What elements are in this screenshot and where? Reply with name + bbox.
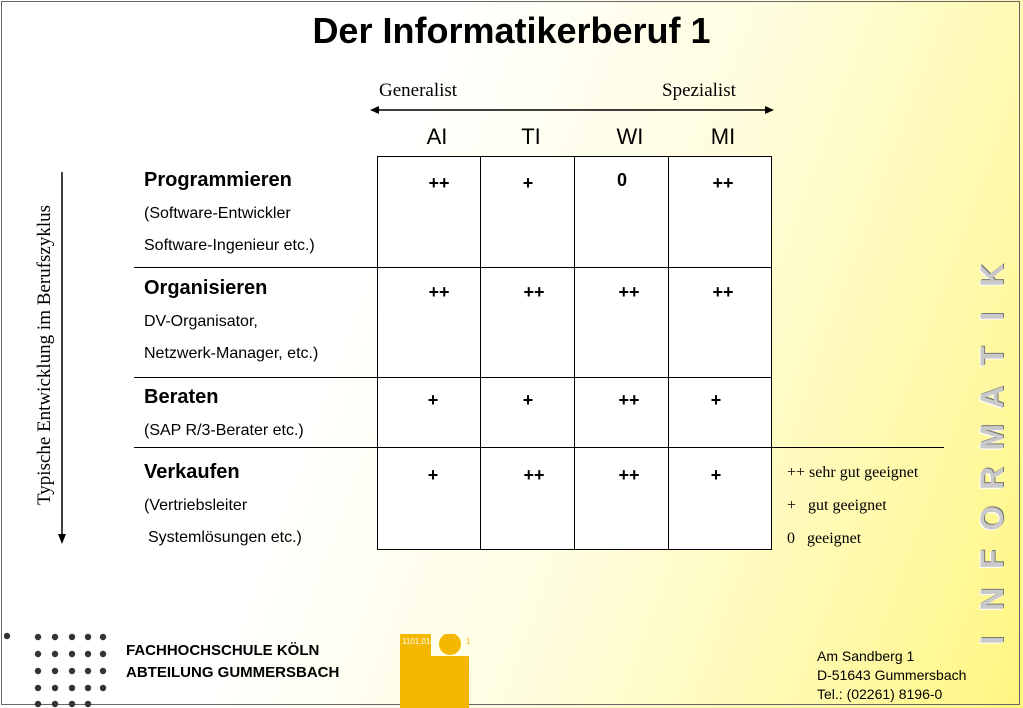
rating-cell: ++ bbox=[712, 173, 734, 193]
legend-item: 0 geeignet bbox=[787, 530, 862, 547]
rating-cell: ++ bbox=[618, 282, 640, 302]
rating-cell: + bbox=[710, 465, 722, 485]
row-sub: (Software-Entwickler bbox=[144, 205, 291, 222]
rating-cell: ++ bbox=[428, 173, 450, 193]
row-sub: DV-Organisator, bbox=[144, 313, 258, 330]
address-line: D-51643 Gummersbach bbox=[817, 667, 967, 683]
address-line: Tel.: (02261) 8196-0 bbox=[817, 686, 943, 702]
row-divider bbox=[134, 447, 944, 448]
rating-cell: ++ bbox=[523, 465, 545, 485]
school-line: FACHHOCHSCHULE KÖLN bbox=[126, 642, 320, 659]
row-heading: Organisieren bbox=[144, 277, 268, 299]
spezialist-label: Spezialist bbox=[662, 80, 736, 101]
address-block bbox=[817, 647, 966, 704]
rating-cell: + bbox=[522, 390, 534, 410]
row-divider bbox=[134, 377, 772, 378]
grid-divider bbox=[480, 156, 481, 550]
row-divider bbox=[134, 267, 772, 268]
grid-divider bbox=[668, 156, 669, 550]
school-name bbox=[126, 640, 339, 684]
logo-binary-text: 1101.010 bbox=[402, 637, 435, 646]
rating-cell: + bbox=[427, 390, 439, 410]
grid-divider bbox=[574, 156, 575, 550]
row-organisieren bbox=[144, 272, 318, 370]
row-sub: Software-Ingenieur etc.) bbox=[144, 237, 315, 254]
row-sub: (Vertriebsleiter bbox=[144, 497, 248, 514]
down-arrow-icon bbox=[56, 172, 68, 544]
rating-cell: 0 bbox=[616, 170, 627, 190]
row-beraten bbox=[144, 381, 304, 447]
rating-cell: ++ bbox=[523, 282, 545, 302]
row-sub: Netzwerk-Manager, etc.) bbox=[144, 345, 319, 362]
school-line: ABTEILUNG GUMMERSBACH bbox=[126, 664, 340, 681]
info-i-logo-icon bbox=[400, 634, 474, 708]
rating-cell: ++ bbox=[428, 282, 450, 302]
row-heading: Verkaufen bbox=[144, 461, 240, 483]
row-sub: (SAP R/3-Berater etc.) bbox=[144, 422, 304, 439]
column-header-ai: AI bbox=[426, 124, 448, 149]
legend-item: ++ sehr gut geeignet bbox=[787, 464, 919, 481]
row-heading: Programmieren bbox=[144, 169, 292, 191]
rating-cell: ++ bbox=[618, 465, 640, 485]
address-line: Am Sandberg 1 bbox=[817, 648, 915, 664]
column-header-wi: WI bbox=[616, 124, 644, 149]
row-sub: Systemlösungen etc.) bbox=[148, 529, 302, 546]
column-header-mi: MI bbox=[710, 124, 736, 149]
horizontal-arrow-icon bbox=[370, 104, 774, 116]
rating-cell: + bbox=[427, 465, 439, 485]
logo-binary-text: 1 bbox=[466, 637, 471, 646]
row-verkaufen bbox=[144, 456, 302, 554]
rating-cell: ++ bbox=[712, 282, 734, 302]
legend-item: + gut geeignet bbox=[787, 497, 887, 514]
vertical-axis-label: Typische Entwicklung im Berufszyklus bbox=[34, 205, 55, 505]
generalist-label: Generalist bbox=[379, 80, 458, 101]
informatik-vertical-text bbox=[972, 255, 1012, 660]
rating-cell: ++ bbox=[618, 390, 640, 410]
dot-grid-logo-icon bbox=[4, 632, 114, 708]
rating-cell: + bbox=[710, 390, 722, 410]
column-header-ti: TI bbox=[521, 124, 541, 149]
page-title: Der Informatikerberuf 1 bbox=[312, 10, 711, 51]
row-programmieren bbox=[144, 164, 315, 262]
row-heading: Beraten bbox=[144, 386, 219, 408]
rating-cell: + bbox=[522, 173, 534, 193]
side-word: K I T A M R O F N I bbox=[973, 263, 1010, 645]
